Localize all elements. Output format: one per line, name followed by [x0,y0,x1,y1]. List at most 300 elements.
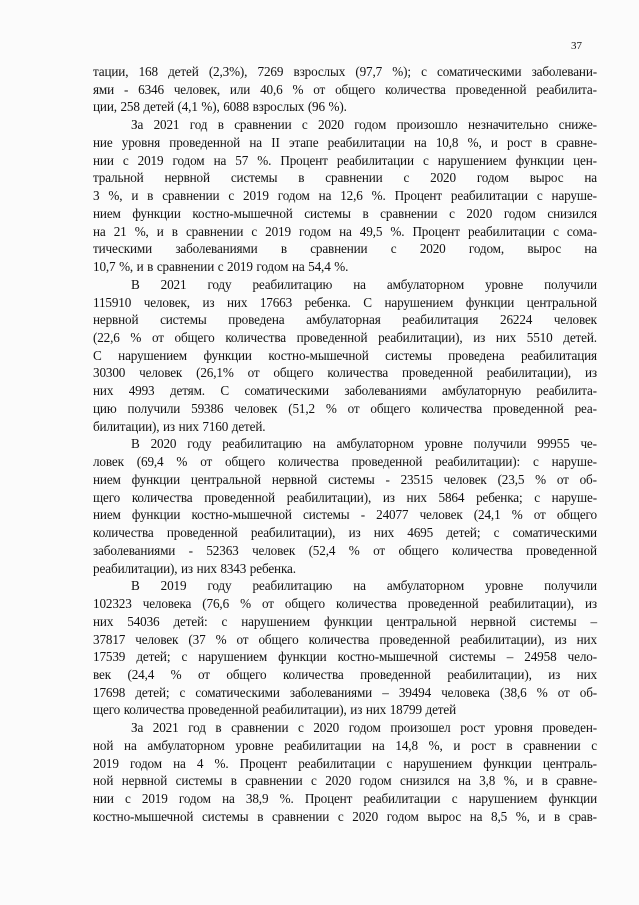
text-word: рост [460,720,485,736]
text-word: % [348,542,360,558]
text-word: проведенной [401,365,473,381]
text-word: 49,5 [359,223,383,239]
text-word: цию [93,400,117,416]
text-word: вырос [427,808,462,824]
text-word: проведена [448,347,505,363]
text-word: 39494 [398,684,432,700]
text-word: реабилитации), [286,489,372,505]
text-word: человек [419,507,463,523]
text-word: 59386 [191,400,224,416]
text-word: с [421,64,427,79]
text-word: сравнении [380,205,438,221]
text-word: функции [323,613,373,629]
text-word: с [534,489,540,505]
text-word: %, [467,134,482,150]
text-word: с [386,755,393,771]
text-word: на [173,755,186,771]
text-word: (97,7 [355,64,383,79]
text-word: с [221,613,228,629]
text-word: и [453,737,461,753]
text-word: уровне [235,737,274,753]
text-word: 52363 [206,542,239,558]
text-word: на [584,241,597,257]
text-line [93,577,597,595]
text-word: реабилитации [450,188,528,204]
text-line [93,542,597,560]
text-word: на [222,791,235,807]
text-word: реабилитации), [486,365,572,381]
text-word: этапе [288,134,319,150]
text-word: году [207,578,232,594]
text-word: на [413,134,427,150]
text-word: реабилитации), [378,330,463,346]
text-word: реабилитации [284,737,362,753]
text-word: вырос [529,170,564,186]
text-word: на [213,152,227,168]
text-word: из [348,525,361,541]
text-word: общего [273,365,314,381]
text-word: Процент [239,755,288,771]
text-word: с [217,259,224,275]
text-word: из [163,418,175,434]
text-word: нервной [93,312,139,328]
text-word: на [458,773,471,789]
text-word: сравнении [234,117,292,133]
text-word: наруше- [551,188,597,204]
text-word: амбулаторном [386,578,465,594]
text-word: год [188,720,206,736]
text-word: от [556,471,569,487]
text-word: амбулаторном [336,436,414,452]
text-word: ной [93,773,114,789]
text-word: век [93,666,111,682]
text-word: реабилитацию [252,578,333,594]
text-word: соматическими [244,383,329,399]
text-word: (2,3%), [208,64,248,79]
text-word: (23,5 [497,471,525,487]
text-word: 30300 [93,365,126,381]
text-word: получили [473,436,527,452]
text-word: с [122,152,129,168]
text-word: С [93,347,102,363]
text-word: центральной [386,613,457,629]
text-word: нарушением [118,347,187,363]
text-word: годом [503,205,536,221]
text-word: с [301,117,308,133]
text-word: них [576,666,597,682]
text-word: цен- [573,152,597,168]
text-word: из [585,596,597,612]
text-word: количества [225,330,286,346]
text-line [93,205,597,223]
text-word: 258 [120,99,140,115]
text-word: ребенка. [249,560,296,576]
text-line [93,187,597,205]
text-word: амбулаторную [441,383,521,399]
text-word: общего [370,400,411,416]
text-word: получили [127,400,181,416]
text-word: системы [160,312,207,328]
text-word: нервной [121,773,168,789]
text-line [93,152,597,170]
text-word: %), [201,99,220,115]
text-line [93,63,597,81]
text-word: %, [515,808,530,824]
text-word: нарушением [437,152,507,168]
text-word: 40,6 [260,81,283,97]
text-word: реабилитации [336,152,414,168]
text-word: на [353,276,366,292]
text-word: человек, [173,81,220,97]
body-text [93,63,597,826]
text-word: 8,5 [491,808,508,824]
text-word: (22,6 [93,330,120,346]
page-number: 37 [571,40,582,52]
text-word: с [251,223,258,239]
text-word: - [188,542,193,558]
text-word: костно-мышечной [337,649,438,665]
text-word: годом [359,773,392,789]
text-word: количества [385,81,446,97]
text-line [93,471,597,489]
text-word: 26224 [500,312,533,328]
text-word: 12,6 [340,188,363,204]
text-word: - [360,507,365,523]
text-word: тации, [93,64,129,79]
text-word: годом [386,808,419,824]
text-word: человек [234,400,278,416]
text-word: человека [441,684,490,700]
text-word: 18799 [389,702,422,718]
text-word: (52,4 [308,542,336,558]
text-word: наруше- [551,489,597,505]
text-word: ловек [93,454,124,470]
text-word: из [382,489,395,505]
text-word: с [390,241,397,257]
text-word: с [493,525,500,541]
text-word: функции [203,347,252,363]
text-word: (26,1% [196,365,234,381]
text-word: в [298,170,305,186]
text-word: 21 [113,223,127,239]
text-word: системы [201,808,249,824]
text-word: 23515 [400,471,433,487]
text-word: 2020 [419,241,446,257]
text-word: или [229,81,251,97]
text-word: %); [392,64,411,79]
text-line [93,418,597,436]
text-word: наруше- [551,454,597,470]
text-word: %. [371,188,386,204]
text-word: (24,1 [473,507,501,523]
text-word: 102323 [93,596,132,612]
text-word: %. [279,791,294,807]
text-word: проведена [228,312,285,328]
text-word: 4 [196,755,204,771]
text-word: уровня [494,720,533,736]
text-word: общего [284,596,325,612]
text-word: (76,6 [202,596,230,612]
text-word: количества [93,525,154,541]
text-line [93,276,597,294]
text-word: 7160 [202,418,229,434]
text-word: 2019 [243,188,269,204]
text-word: соматическими [195,684,280,700]
text-word: – [590,613,597,629]
text-word: и [136,259,144,275]
text-word: ребенка. [304,294,351,310]
text-word: (4,1 [177,99,198,115]
text-word: %, [108,188,123,204]
text-word: 168 [138,64,158,79]
text-word: сниже- [558,117,597,133]
text-word: 17663 [259,294,293,310]
text-word: реабилита- [536,383,597,399]
text-word: 2020 [150,436,177,452]
text-word: на [469,808,483,824]
text-word: срав- [568,808,597,824]
text-word: амбулаторном [386,276,465,292]
text-word: системы [230,170,278,186]
text-word: в [362,205,369,221]
text-word: сравнении [185,223,244,239]
text-word: на [353,578,366,594]
text-word: взрослых [252,99,305,115]
text-word: нием [93,507,121,523]
text-word: функции [131,471,180,487]
text-word: незначительно [467,117,549,133]
text-word: функции [132,205,181,221]
text-word: них [373,525,395,541]
text-word: 2021 [160,276,187,292]
text-word: годом [172,152,205,168]
text-word: детей; [136,649,171,665]
text-word: них [495,330,517,346]
text-word: С [220,383,230,399]
text-word: из [202,294,215,310]
text-word: проведенной [360,666,431,682]
text-word: реабилитацию [222,436,303,452]
text-word: сравнении [162,188,220,204]
text-word: сравнении [245,773,303,789]
text-word: амбулаторном [147,737,225,753]
text-word: количества [452,542,513,558]
text-word: %). [328,99,347,115]
text-word: сравнении [231,720,289,736]
text-word: сома- [566,223,597,239]
text-word: реа- [574,400,597,416]
text-line [93,98,597,116]
text-word: проведенной [296,330,368,346]
text-word: на [339,223,352,239]
text-word: ребенка; [476,489,523,505]
text-word: количества [308,631,370,647]
text-word: сравнении [271,808,330,824]
text-word: количества [123,702,185,718]
text-word: рост [507,134,532,150]
text-word: 38,9 [245,791,269,807]
text-word: из [473,330,486,346]
text-word: на [312,436,326,452]
text-word: на [318,188,332,204]
text-word: ной [93,737,114,753]
text-line [93,595,597,613]
text-word: на [291,259,305,275]
text-word: щего [93,489,121,505]
text-word: Процент [280,152,328,168]
text-word: них [576,631,597,647]
text-word: произошло [396,117,458,133]
text-word: (69,4 [136,454,164,470]
text-word: сравнении [325,170,383,186]
text-word: костно-мышечной [268,347,369,363]
text-word: получили [544,578,597,594]
text-word: на [584,170,597,186]
text-line [93,666,597,684]
text-word: проведенной [204,489,275,505]
text-word: 2021 [152,720,179,736]
text-word: нием [93,471,121,487]
text-word: реабилитации), [489,596,574,612]
text-word: от [533,507,546,523]
text-word: количества [327,365,389,381]
text-word: реабилитации), [250,525,336,541]
text-line [93,400,597,418]
text-word: функции [548,791,597,807]
text-word: детей; [135,684,170,700]
text-word: получили [544,276,597,292]
text-word: нервной [164,170,210,186]
text-line [93,719,597,737]
text-word: от [198,666,210,682]
text-word: % [292,81,304,97]
text-word: проведенной [492,400,564,416]
text-word: них [365,702,387,718]
text-word: 2021 [153,117,180,133]
text-word: детей [143,99,174,115]
text-word: с [449,205,455,221]
text-word: 2019 [227,259,253,275]
text-word: 4695 [407,525,434,541]
text-line [93,613,597,631]
text-word: %, [503,773,518,789]
text-word: С [363,294,372,310]
text-word: % [240,596,251,612]
text-word: системы [449,649,496,665]
text-word: в [215,720,222,736]
text-word: ние [93,134,113,150]
text-word: реабилитации), [262,702,347,718]
text-word: %, [134,223,149,239]
text-line [93,329,597,347]
text-line [93,294,597,312]
text-word: годом [129,755,162,771]
text-word: тическими [93,241,153,257]
text-word: уровне [485,276,524,292]
text-line [93,560,597,578]
text-word: (37 [188,631,206,647]
text-word: них [93,613,114,629]
text-word: с [297,720,304,736]
text-word: количества [278,454,339,470]
text-word: 24077 [376,507,409,523]
text-word: реабилитации [363,791,441,807]
text-word: % [215,631,227,647]
text-word: центральной [190,471,261,487]
text-word: человек, [143,294,190,310]
text-word: нарушением [384,294,454,310]
text-word: годом, [468,241,504,257]
text-word: реабилитации), [447,666,532,682]
text-word: от [247,365,260,381]
text-word: на [93,223,106,239]
text-word: функции [278,649,327,665]
text-word: нарушением [198,649,268,665]
text-word: от [373,542,385,558]
text-word: детей: [173,613,208,629]
text-word: в [230,773,237,789]
text-word: проведенной [526,542,597,558]
text-word: 99955 [537,436,570,452]
text-line [93,258,597,276]
text-word: 2020 [352,808,379,824]
text-word: – [506,649,514,665]
text-word: - [385,471,390,487]
text-word: на [124,737,137,753]
text-word: проведенной [379,631,451,647]
text-word: общего [174,330,215,346]
text-word: уровня [121,134,161,150]
text-word: от [200,454,213,470]
text-word: Процент [412,223,460,239]
text-word: реабилитация [402,312,479,328]
text-word: (96 [307,99,325,115]
text-word: проведен- [542,720,597,736]
text-word: 2019 [265,223,291,239]
text-word: них [227,294,248,310]
text-word: человек [443,471,487,487]
text-word: из [548,666,561,682]
text-word: 54,4 [308,259,331,275]
text-word: и [538,808,546,824]
text-word: чело- [567,649,597,665]
text-word: %, [428,737,443,753]
text-word: 54036 [127,613,160,629]
text-line [93,223,597,241]
text-word: в [147,188,154,204]
text-word: реабилитации), [460,631,545,647]
text-word: человек [252,542,296,558]
text-word: от [557,684,570,700]
text-word: функции [131,507,181,523]
text-word: об- [579,471,597,487]
text-word: соматическими [437,64,522,79]
text-word: от [313,81,326,97]
text-word: детей. [563,330,597,346]
text-line [93,240,597,258]
text-word: Процент [394,188,442,204]
text-word: от [236,631,249,647]
text-word: % [535,471,546,487]
text-word: 5864 [438,489,465,505]
text-word: костно-мышечной [93,808,194,824]
text-word: на [249,134,262,150]
text-word: заболеваниями [344,383,427,399]
text-word: ями [93,81,115,97]
text-word: 10,8 [435,134,459,150]
text-word: системы [175,773,223,789]
text-word: с [337,808,344,824]
